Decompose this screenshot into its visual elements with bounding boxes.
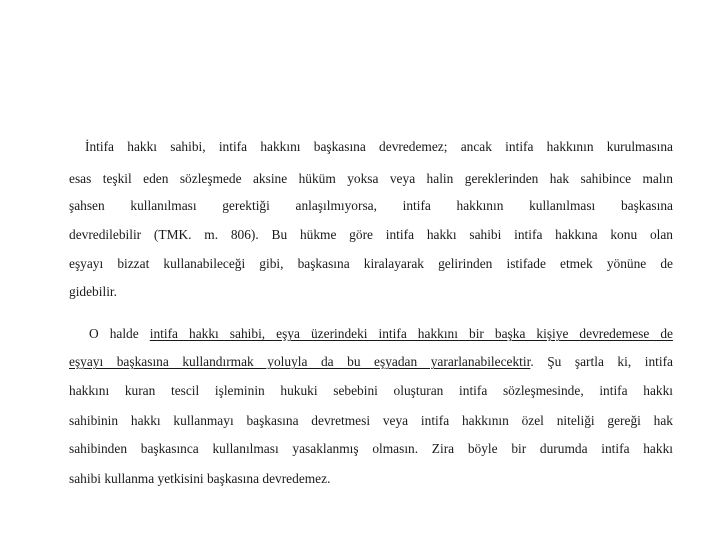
paragraph-line: şahsen kullanılması gerektiği anlaşılmıyorsa, intifa hakkının kullanılması başkasına (69, 198, 673, 213)
paragraph-line: sahibi kullanma yetkisini başkasına devredemez. (69, 471, 331, 486)
paragraph-line (69, 354, 673, 370)
paragraph-line: devredilebilir (TMK. m. 806). Bu hükme göre intifa hakkı sahibi intifa hakkına konu olan (69, 227, 673, 242)
paragraph-text: O halde (89, 326, 150, 341)
paragraph-line: gidebilir. (69, 284, 117, 299)
underlined-text: eşyayı başkasına kullandırmak yoluyla da bu eşyadan yararlanabilecektir (69, 354, 531, 369)
underlined-text: intifa hakkı sahibi, eşya üzerindeki intifa hakkını bir başka kişiye devredemese de (149, 326, 673, 341)
paragraph-line: esas teşkil eden sözleşmede aksine hüküm yoksa veya halin gereklerinden hak sahibince malın (69, 171, 673, 186)
paragraph-line: eşyayı bizzat kullanabileceği gibi, başkasına kiralayarak gelirinden istifade etmek yönüne de (69, 256, 673, 271)
paragraph-line: hakkını kuran tescil işleminin hukuki sebebini oluşturan intifa sözleşmesinde, intifa hakkı (69, 383, 673, 398)
paragraph-line (89, 326, 673, 342)
paragraph-line: İntifa hakkı sahibi, intifa hakkını başkasına devredemez; ancak intifa hakkının kurulmasına (85, 139, 673, 154)
paragraph-line: sahibinden başkasınca kullanılması yasaklanmış olmasın. Zira böyle bir durumda intifa hakkı (69, 441, 673, 456)
paragraph-line: sahibinin hakkı kullanmayı başkasına devretmesi veya intifa hakkının özel niteliği gereği hak (69, 413, 673, 428)
paragraph-text: . Şu şartla ki, intifa (530, 354, 673, 369)
